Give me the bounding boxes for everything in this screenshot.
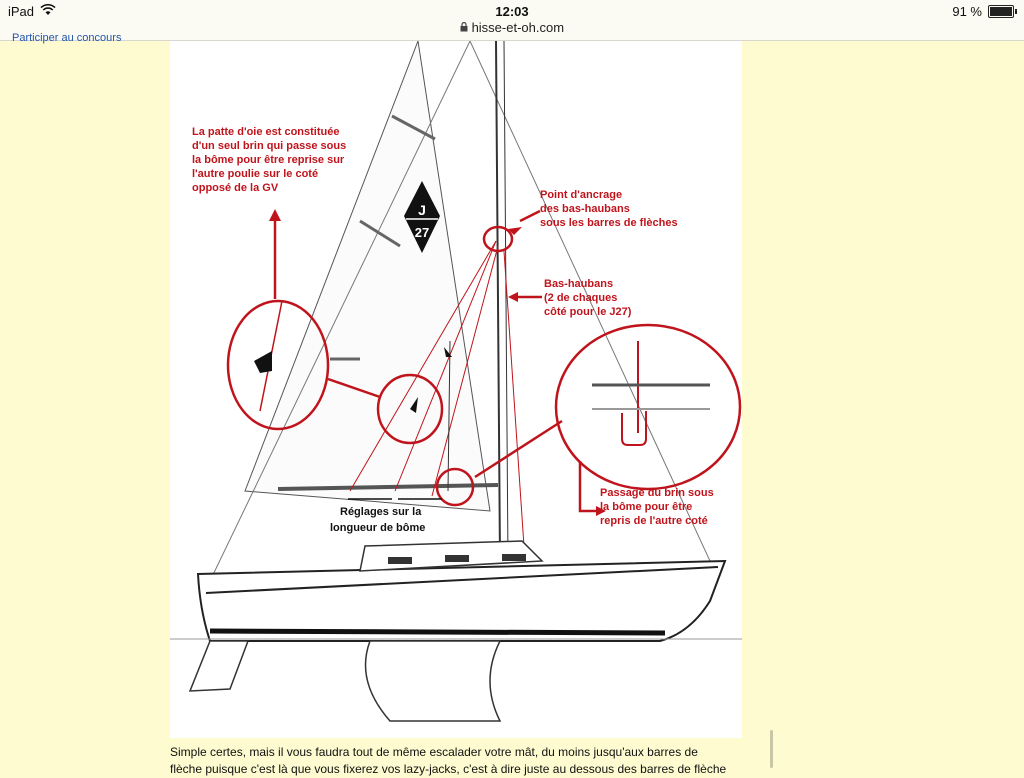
insignia-number: 27 [414, 225, 430, 240]
status-bar [0, 0, 1024, 41]
cabin-window [388, 557, 412, 564]
boot-stripe [210, 631, 665, 633]
rudder [190, 641, 248, 691]
article-body [170, 744, 760, 778]
battery-icon [988, 5, 1014, 18]
sailboat-diagram [170, 41, 742, 738]
clock: 12:03 [495, 4, 529, 19]
article-line: Simple certes, mais il vous faudra tout de même escalader votre mât, du moins jusqu'aux barres de [170, 745, 698, 759]
annotation-reglages: Réglages sur la longueur de bôme [330, 506, 426, 534]
participate-link[interactable]: Participer au concours [12, 32, 122, 44]
scrollbar[interactable] [770, 730, 773, 768]
annotation-bas-haubans: Bas-haubans (2 de chaques côté pour le J27) [544, 278, 632, 318]
insignia-letter: J [418, 202, 426, 218]
url-text: hisse-et-oh.com [471, 20, 565, 35]
battery-percent: 91 % [952, 4, 982, 19]
mainsail [245, 41, 490, 511]
arrow-line [580, 461, 600, 511]
lock-icon [460, 20, 472, 35]
annotation-patte-oie: La patte d'oie est constituée d'un seul brin qui passe sous la bôme pour être reprise sur l'autre poulie sur le coté opposé de la GV [192, 126, 347, 194]
status-right [952, 4, 1014, 19]
device-name: iPad [8, 4, 35, 19]
callout-circle-passage [556, 325, 740, 489]
keel [366, 641, 501, 721]
battery-fill [990, 7, 1012, 16]
arrow-line [520, 211, 540, 221]
annotation-point-ancrage: Point d'ancrage des bas-haubans sous les barres de flèches [540, 189, 678, 229]
article-line: flèche puisque c'est là que vous fixerez vos lazy-jacks, c'est à dire juste au dessous des barres de flèche [170, 762, 727, 776]
arrow-head [508, 292, 518, 302]
address-bar[interactable] [0, 20, 1024, 35]
mast [496, 41, 500, 561]
zoom-loop [622, 411, 646, 445]
annotation-passage: Passage du brin sous la bôme pour être repris de l'autre coté [600, 487, 714, 527]
zoom-block [254, 351, 272, 373]
sailboat-illustration [170, 41, 742, 738]
cabin-window [502, 554, 526, 561]
cabin-window [445, 555, 469, 562]
arrow-head [269, 209, 281, 221]
